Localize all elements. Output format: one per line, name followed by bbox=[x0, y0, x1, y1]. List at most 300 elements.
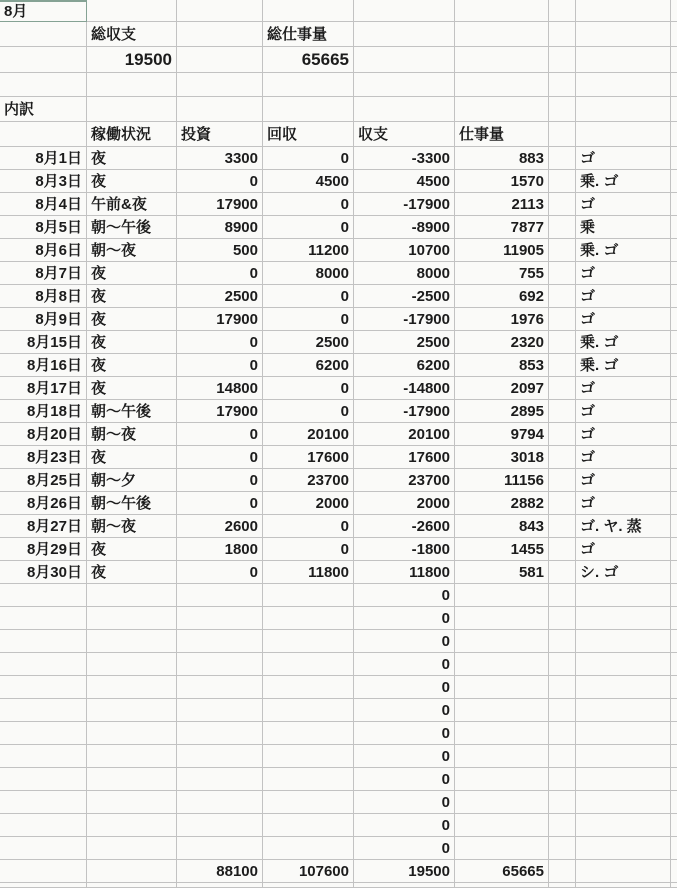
cell-balance[interactable]: -14800 bbox=[354, 377, 455, 400]
cell-collect[interactable]: 0 bbox=[263, 285, 354, 308]
cell-invest[interactable]: 17900 bbox=[177, 308, 263, 331]
cell-balance[interactable]: 2500 bbox=[354, 331, 455, 354]
cell-empty[interactable] bbox=[177, 722, 263, 745]
cell-empty[interactable] bbox=[455, 699, 549, 722]
cell-empty[interactable] bbox=[177, 883, 263, 888]
cell-empty[interactable] bbox=[0, 722, 87, 745]
cell-note[interactable]: ゴ bbox=[576, 492, 671, 515]
cell-empty[interactable] bbox=[671, 73, 677, 97]
cell-empty[interactable] bbox=[549, 285, 576, 308]
cell-note[interactable]: ゴ bbox=[576, 308, 671, 331]
cell-empty[interactable] bbox=[671, 331, 677, 354]
cell-empty[interactable] bbox=[177, 791, 263, 814]
cell-date[interactable]: 8月15日 bbox=[0, 331, 87, 354]
cell-invest[interactable]: 0 bbox=[177, 446, 263, 469]
cell-empty[interactable] bbox=[549, 73, 576, 97]
cell-balance[interactable]: -17900 bbox=[354, 400, 455, 423]
cell-total-work-value[interactable]: 65665 bbox=[263, 47, 354, 73]
cell-collect[interactable]: 0 bbox=[263, 515, 354, 538]
cell-empty[interactable] bbox=[576, 814, 671, 837]
cell-empty[interactable] bbox=[671, 47, 677, 73]
cell-date[interactable]: 8月20日 bbox=[0, 423, 87, 446]
cell-invest[interactable]: 0 bbox=[177, 492, 263, 515]
cell-empty[interactable] bbox=[549, 676, 576, 699]
cell-empty[interactable] bbox=[0, 860, 87, 883]
cell-empty[interactable] bbox=[87, 791, 177, 814]
cell-empty[interactable] bbox=[549, 331, 576, 354]
cell-balance[interactable]: -3300 bbox=[354, 147, 455, 170]
cell-work[interactable]: 3018 bbox=[455, 446, 549, 469]
cell-empty[interactable] bbox=[549, 492, 576, 515]
cell-empty[interactable] bbox=[671, 791, 677, 814]
cell-note[interactable]: 乗. ゴ bbox=[576, 354, 671, 377]
cell-empty[interactable] bbox=[0, 699, 87, 722]
cell-status[interactable]: 朝〜夜 bbox=[87, 239, 177, 262]
cell-empty[interactable] bbox=[177, 22, 263, 47]
cell-empty[interactable] bbox=[354, 883, 455, 888]
cell-empty[interactable] bbox=[576, 584, 671, 607]
cell-empty[interactable] bbox=[263, 814, 354, 837]
cell-empty[interactable] bbox=[0, 607, 87, 630]
cell-empty[interactable] bbox=[671, 561, 677, 584]
cell-empty[interactable] bbox=[671, 630, 677, 653]
cell-empty[interactable] bbox=[455, 791, 549, 814]
cell-invest[interactable]: 0 bbox=[177, 469, 263, 492]
column-header-work[interactable]: 仕事量 bbox=[455, 122, 549, 147]
cell-empty[interactable] bbox=[549, 791, 576, 814]
cell-balance[interactable]: 23700 bbox=[354, 469, 455, 492]
cell-balance-filler[interactable]: 0 bbox=[354, 791, 455, 814]
cell-empty[interactable] bbox=[671, 745, 677, 768]
cell-note[interactable]: ゴ bbox=[576, 423, 671, 446]
cell-balance-filler[interactable]: 0 bbox=[354, 768, 455, 791]
cell-status[interactable]: 朝〜夜 bbox=[87, 515, 177, 538]
cell-collect[interactable]: 11800 bbox=[263, 561, 354, 584]
cell-balance[interactable]: -17900 bbox=[354, 193, 455, 216]
cell-status[interactable]: 朝〜夜 bbox=[87, 423, 177, 446]
cell-total-collect[interactable]: 107600 bbox=[263, 860, 354, 883]
cell-empty[interactable] bbox=[671, 584, 677, 607]
cell-empty[interactable] bbox=[549, 584, 576, 607]
cell-invest[interactable]: 2600 bbox=[177, 515, 263, 538]
cell-work[interactable]: 2882 bbox=[455, 492, 549, 515]
cell-status[interactable]: 朝〜午後 bbox=[87, 492, 177, 515]
cell-empty[interactable] bbox=[0, 22, 87, 47]
cell-balance[interactable]: 20100 bbox=[354, 423, 455, 446]
cell-empty[interactable] bbox=[576, 745, 671, 768]
cell-note[interactable]: ゴ bbox=[576, 285, 671, 308]
cell-note[interactable]: 乗. ゴ bbox=[576, 239, 671, 262]
cell-total-invest[interactable]: 88100 bbox=[177, 860, 263, 883]
cell-status[interactable]: 夜 bbox=[87, 561, 177, 584]
cell-empty[interactable] bbox=[549, 814, 576, 837]
cell-empty[interactable] bbox=[671, 0, 677, 22]
cell-empty[interactable] bbox=[671, 653, 677, 676]
cell-empty[interactable] bbox=[671, 538, 677, 561]
cell-balance[interactable]: 17600 bbox=[354, 446, 455, 469]
cell-empty[interactable] bbox=[87, 630, 177, 653]
cell-invest[interactable]: 0 bbox=[177, 354, 263, 377]
cell-empty[interactable] bbox=[549, 239, 576, 262]
cell-empty[interactable] bbox=[263, 73, 354, 97]
cell-empty[interactable] bbox=[576, 22, 671, 47]
cell-empty[interactable] bbox=[177, 73, 263, 97]
cell-empty[interactable] bbox=[455, 883, 549, 888]
cell-empty[interactable] bbox=[455, 630, 549, 653]
cell-empty[interactable] bbox=[263, 745, 354, 768]
cell-empty[interactable] bbox=[263, 607, 354, 630]
cell-empty[interactable] bbox=[177, 745, 263, 768]
cell-balance-filler[interactable]: 0 bbox=[354, 676, 455, 699]
cell-note[interactable]: 乗. ゴ bbox=[576, 170, 671, 193]
cell-work[interactable]: 581 bbox=[455, 561, 549, 584]
cell-empty[interactable] bbox=[671, 515, 677, 538]
cell-empty[interactable] bbox=[576, 630, 671, 653]
cell-balance[interactable]: 11800 bbox=[354, 561, 455, 584]
cell-note[interactable]: ゴ bbox=[576, 400, 671, 423]
cell-empty[interactable] bbox=[549, 561, 576, 584]
cell-total-work[interactable]: 65665 bbox=[455, 860, 549, 883]
cell-date[interactable]: 8月27日 bbox=[0, 515, 87, 538]
cell-empty[interactable] bbox=[549, 469, 576, 492]
cell-empty[interactable] bbox=[354, 73, 455, 97]
cell-status[interactable]: 夜 bbox=[87, 147, 177, 170]
cell-balance-filler[interactable]: 0 bbox=[354, 653, 455, 676]
cell-empty[interactable] bbox=[0, 653, 87, 676]
cell-empty[interactable] bbox=[549, 97, 576, 122]
cell-collect[interactable]: 0 bbox=[263, 308, 354, 331]
cell-date[interactable]: 8月4日 bbox=[0, 193, 87, 216]
cell-empty[interactable] bbox=[671, 722, 677, 745]
cell-collect[interactable]: 20100 bbox=[263, 423, 354, 446]
cell-total-balance-label[interactable]: 総収支 bbox=[87, 22, 177, 47]
cell-empty[interactable] bbox=[576, 73, 671, 97]
cell-work[interactable]: 853 bbox=[455, 354, 549, 377]
cell-empty[interactable] bbox=[671, 446, 677, 469]
cell-empty[interactable] bbox=[455, 0, 549, 22]
cell-empty[interactable] bbox=[549, 216, 576, 239]
cell-empty[interactable] bbox=[87, 722, 177, 745]
cell-empty[interactable] bbox=[671, 860, 677, 883]
cell-empty[interactable] bbox=[177, 814, 263, 837]
cell-empty[interactable] bbox=[576, 791, 671, 814]
cell-collect[interactable]: 2000 bbox=[263, 492, 354, 515]
cell-collect[interactable]: 8000 bbox=[263, 262, 354, 285]
cell-collect[interactable]: 17600 bbox=[263, 446, 354, 469]
cell-empty[interactable] bbox=[549, 607, 576, 630]
cell-empty[interactable] bbox=[671, 97, 677, 122]
cell-collect[interactable]: 0 bbox=[263, 377, 354, 400]
cell-status[interactable]: 朝〜夕 bbox=[87, 469, 177, 492]
cell-date[interactable]: 8月9日 bbox=[0, 308, 87, 331]
cell-empty[interactable] bbox=[549, 170, 576, 193]
cell-balance[interactable]: -2600 bbox=[354, 515, 455, 538]
cell-empty[interactable] bbox=[549, 699, 576, 722]
cell-empty[interactable] bbox=[549, 515, 576, 538]
cell-empty[interactable] bbox=[177, 0, 263, 22]
cell-empty[interactable] bbox=[0, 745, 87, 768]
cell-invest[interactable]: 17900 bbox=[177, 400, 263, 423]
cell-work[interactable]: 1455 bbox=[455, 538, 549, 561]
cell-invest[interactable]: 3300 bbox=[177, 147, 263, 170]
cell-status[interactable]: 朝〜午後 bbox=[87, 400, 177, 423]
cell-empty[interactable] bbox=[177, 47, 263, 73]
cell-empty[interactable] bbox=[455, 607, 549, 630]
cell-status[interactable]: 夜 bbox=[87, 377, 177, 400]
cell-empty[interactable] bbox=[671, 699, 677, 722]
cell-empty[interactable] bbox=[455, 722, 549, 745]
cell-empty[interactable] bbox=[87, 607, 177, 630]
cell-empty[interactable] bbox=[263, 653, 354, 676]
cell-empty[interactable] bbox=[549, 47, 576, 73]
cell-empty[interactable] bbox=[671, 492, 677, 515]
cell-empty[interactable] bbox=[87, 883, 177, 888]
cell-empty[interactable] bbox=[177, 584, 263, 607]
cell-balance[interactable]: 10700 bbox=[354, 239, 455, 262]
cell-empty[interactable] bbox=[87, 745, 177, 768]
cell-empty[interactable] bbox=[0, 584, 87, 607]
cell-invest[interactable]: 0 bbox=[177, 170, 263, 193]
cell-empty[interactable] bbox=[671, 607, 677, 630]
cell-balance[interactable]: -17900 bbox=[354, 308, 455, 331]
cell-note[interactable]: ゴ bbox=[576, 377, 671, 400]
cell-empty[interactable] bbox=[263, 837, 354, 860]
cell-empty[interactable] bbox=[354, 47, 455, 73]
cell-empty[interactable] bbox=[354, 0, 455, 22]
cell-date[interactable]: 8月5日 bbox=[0, 216, 87, 239]
cell-empty[interactable] bbox=[549, 122, 576, 147]
cell-empty[interactable] bbox=[671, 239, 677, 262]
cell-status[interactable]: 夜 bbox=[87, 285, 177, 308]
cell-empty[interactable] bbox=[87, 73, 177, 97]
cell-status[interactable]: 夜 bbox=[87, 308, 177, 331]
cell-empty[interactable] bbox=[455, 745, 549, 768]
cell-balance-filler[interactable]: 0 bbox=[354, 837, 455, 860]
cell-date[interactable]: 8月8日 bbox=[0, 285, 87, 308]
cell-empty[interactable] bbox=[87, 584, 177, 607]
cell-work[interactable]: 755 bbox=[455, 262, 549, 285]
cell-empty[interactable] bbox=[455, 22, 549, 47]
cell-empty[interactable] bbox=[455, 47, 549, 73]
cell-empty[interactable] bbox=[549, 22, 576, 47]
cell-empty[interactable] bbox=[671, 814, 677, 837]
cell-empty[interactable] bbox=[87, 699, 177, 722]
cell-status[interactable]: 朝〜午後 bbox=[87, 216, 177, 239]
cell-invest[interactable]: 2500 bbox=[177, 285, 263, 308]
cell-empty[interactable] bbox=[455, 837, 549, 860]
cell-work[interactable]: 7877 bbox=[455, 216, 549, 239]
cell-empty[interactable] bbox=[576, 607, 671, 630]
cell-date[interactable]: 8月16日 bbox=[0, 354, 87, 377]
cell-empty[interactable] bbox=[576, 837, 671, 860]
cell-empty[interactable] bbox=[671, 354, 677, 377]
cell-empty[interactable] bbox=[0, 122, 87, 147]
cell-empty[interactable] bbox=[87, 676, 177, 699]
cell-empty[interactable] bbox=[177, 630, 263, 653]
cell-work[interactable]: 11905 bbox=[455, 239, 549, 262]
cell-note[interactable]: ゴ bbox=[576, 538, 671, 561]
cell-empty[interactable] bbox=[549, 722, 576, 745]
cell-empty[interactable] bbox=[671, 216, 677, 239]
cell-balance[interactable]: -2500 bbox=[354, 285, 455, 308]
cell-balance-filler[interactable]: 0 bbox=[354, 630, 455, 653]
cell-status[interactable]: 夜 bbox=[87, 331, 177, 354]
cell-empty[interactable] bbox=[671, 193, 677, 216]
cell-empty[interactable] bbox=[671, 22, 677, 47]
cell-balance[interactable]: -8900 bbox=[354, 216, 455, 239]
cell-collect[interactable]: 6200 bbox=[263, 354, 354, 377]
column-header-status[interactable]: 稼働状況 bbox=[87, 122, 177, 147]
cell-empty[interactable] bbox=[455, 653, 549, 676]
cell-empty[interactable] bbox=[671, 676, 677, 699]
cell-empty[interactable] bbox=[263, 0, 354, 22]
cell-empty[interactable] bbox=[549, 630, 576, 653]
cell-total-balance-value[interactable]: 19500 bbox=[87, 47, 177, 73]
cell-empty[interactable] bbox=[549, 883, 576, 888]
cell-empty[interactable] bbox=[177, 837, 263, 860]
cell-empty[interactable] bbox=[354, 97, 455, 122]
cell-empty[interactable] bbox=[0, 814, 87, 837]
cell-empty[interactable] bbox=[576, 97, 671, 122]
cell-empty[interactable] bbox=[354, 22, 455, 47]
cell-invest[interactable]: 1800 bbox=[177, 538, 263, 561]
cell-note[interactable]: ゴ bbox=[576, 193, 671, 216]
cell-invest[interactable]: 500 bbox=[177, 239, 263, 262]
cell-empty[interactable] bbox=[671, 837, 677, 860]
cell-empty[interactable] bbox=[671, 285, 677, 308]
cell-work[interactable]: 11156 bbox=[455, 469, 549, 492]
cell-empty[interactable] bbox=[671, 400, 677, 423]
cell-empty[interactable] bbox=[177, 676, 263, 699]
cell-work[interactable]: 1570 bbox=[455, 170, 549, 193]
column-header-collect[interactable]: 回収 bbox=[263, 122, 354, 147]
cell-status[interactable]: 午前&夜 bbox=[87, 193, 177, 216]
cell-empty[interactable] bbox=[87, 814, 177, 837]
cell-date[interactable]: 8月29日 bbox=[0, 538, 87, 561]
cell-month-title[interactable]: 8月 bbox=[0, 0, 87, 22]
cell-empty[interactable] bbox=[263, 699, 354, 722]
cell-status[interactable]: 夜 bbox=[87, 354, 177, 377]
cell-empty[interactable] bbox=[549, 147, 576, 170]
cell-empty[interactable] bbox=[671, 883, 677, 888]
cell-empty[interactable] bbox=[671, 170, 677, 193]
cell-date[interactable]: 8月1日 bbox=[0, 147, 87, 170]
cell-note[interactable]: シ. ゴ bbox=[576, 561, 671, 584]
cell-empty[interactable] bbox=[549, 837, 576, 860]
cell-balance-filler[interactable]: 0 bbox=[354, 814, 455, 837]
cell-collect[interactable]: 23700 bbox=[263, 469, 354, 492]
cell-collect[interactable]: 0 bbox=[263, 147, 354, 170]
cell-work[interactable]: 1976 bbox=[455, 308, 549, 331]
cell-date[interactable]: 8月17日 bbox=[0, 377, 87, 400]
cell-empty[interactable] bbox=[549, 193, 576, 216]
cell-empty[interactable] bbox=[671, 768, 677, 791]
cell-invest[interactable]: 0 bbox=[177, 423, 263, 446]
cell-empty[interactable] bbox=[549, 354, 576, 377]
cell-empty[interactable] bbox=[671, 469, 677, 492]
cell-collect[interactable]: 11200 bbox=[263, 239, 354, 262]
cell-invest[interactable]: 0 bbox=[177, 561, 263, 584]
cell-empty[interactable] bbox=[263, 630, 354, 653]
cell-empty[interactable] bbox=[177, 768, 263, 791]
cell-note[interactable]: ゴ bbox=[576, 469, 671, 492]
cell-empty[interactable] bbox=[87, 768, 177, 791]
cell-empty[interactable] bbox=[0, 73, 87, 97]
cell-collect[interactable]: 0 bbox=[263, 216, 354, 239]
cell-empty[interactable] bbox=[549, 400, 576, 423]
cell-empty[interactable] bbox=[576, 0, 671, 22]
cell-empty[interactable] bbox=[549, 768, 576, 791]
cell-collect[interactable]: 0 bbox=[263, 400, 354, 423]
cell-empty[interactable] bbox=[671, 308, 677, 331]
cell-date[interactable]: 8月26日 bbox=[0, 492, 87, 515]
cell-empty[interactable] bbox=[0, 47, 87, 73]
cell-empty[interactable] bbox=[671, 262, 677, 285]
cell-empty[interactable] bbox=[671, 377, 677, 400]
cell-collect[interactable]: 0 bbox=[263, 538, 354, 561]
cell-date[interactable]: 8月30日 bbox=[0, 561, 87, 584]
cell-balance-filler[interactable]: 0 bbox=[354, 699, 455, 722]
cell-empty[interactable] bbox=[177, 653, 263, 676]
cell-empty[interactable] bbox=[576, 676, 671, 699]
cell-empty[interactable] bbox=[263, 722, 354, 745]
cell-empty[interactable] bbox=[576, 653, 671, 676]
cell-empty[interactable] bbox=[549, 745, 576, 768]
cell-empty[interactable] bbox=[549, 377, 576, 400]
cell-status[interactable]: 夜 bbox=[87, 170, 177, 193]
cell-empty[interactable] bbox=[576, 768, 671, 791]
cell-date[interactable]: 8月25日 bbox=[0, 469, 87, 492]
cell-empty[interactable] bbox=[671, 122, 677, 147]
column-header-balance[interactable]: 収支 bbox=[354, 122, 455, 147]
cell-empty[interactable] bbox=[0, 883, 87, 888]
cell-note[interactable]: ゴ bbox=[576, 262, 671, 285]
cell-balance-filler[interactable]: 0 bbox=[354, 607, 455, 630]
cell-empty[interactable] bbox=[263, 883, 354, 888]
cell-note[interactable]: ゴ bbox=[576, 446, 671, 469]
cell-empty[interactable] bbox=[0, 676, 87, 699]
cell-balance[interactable]: -1800 bbox=[354, 538, 455, 561]
cell-empty[interactable] bbox=[549, 0, 576, 22]
cell-invest[interactable]: 14800 bbox=[177, 377, 263, 400]
cell-empty[interactable] bbox=[263, 768, 354, 791]
cell-empty[interactable] bbox=[549, 446, 576, 469]
cell-empty[interactable] bbox=[263, 676, 354, 699]
cell-empty[interactable] bbox=[87, 837, 177, 860]
cell-status[interactable]: 夜 bbox=[87, 446, 177, 469]
cell-invest[interactable]: 8900 bbox=[177, 216, 263, 239]
cell-empty[interactable] bbox=[177, 607, 263, 630]
cell-work[interactable]: 9794 bbox=[455, 423, 549, 446]
cell-empty[interactable] bbox=[549, 308, 576, 331]
cell-empty[interactable] bbox=[671, 147, 677, 170]
cell-empty[interactable] bbox=[576, 722, 671, 745]
cell-empty[interactable] bbox=[177, 699, 263, 722]
cell-empty[interactable] bbox=[455, 97, 549, 122]
cell-date[interactable]: 8月6日 bbox=[0, 239, 87, 262]
cell-empty[interactable] bbox=[263, 97, 354, 122]
cell-work[interactable]: 843 bbox=[455, 515, 549, 538]
cell-empty[interactable] bbox=[87, 860, 177, 883]
column-header-invest[interactable]: 投資 bbox=[177, 122, 263, 147]
cell-empty[interactable] bbox=[576, 699, 671, 722]
cell-work[interactable]: 2113 bbox=[455, 193, 549, 216]
cell-balance[interactable]: 2000 bbox=[354, 492, 455, 515]
cell-work[interactable]: 2895 bbox=[455, 400, 549, 423]
cell-empty[interactable] bbox=[87, 97, 177, 122]
cell-date[interactable]: 8月3日 bbox=[0, 170, 87, 193]
cell-collect[interactable]: 2500 bbox=[263, 331, 354, 354]
